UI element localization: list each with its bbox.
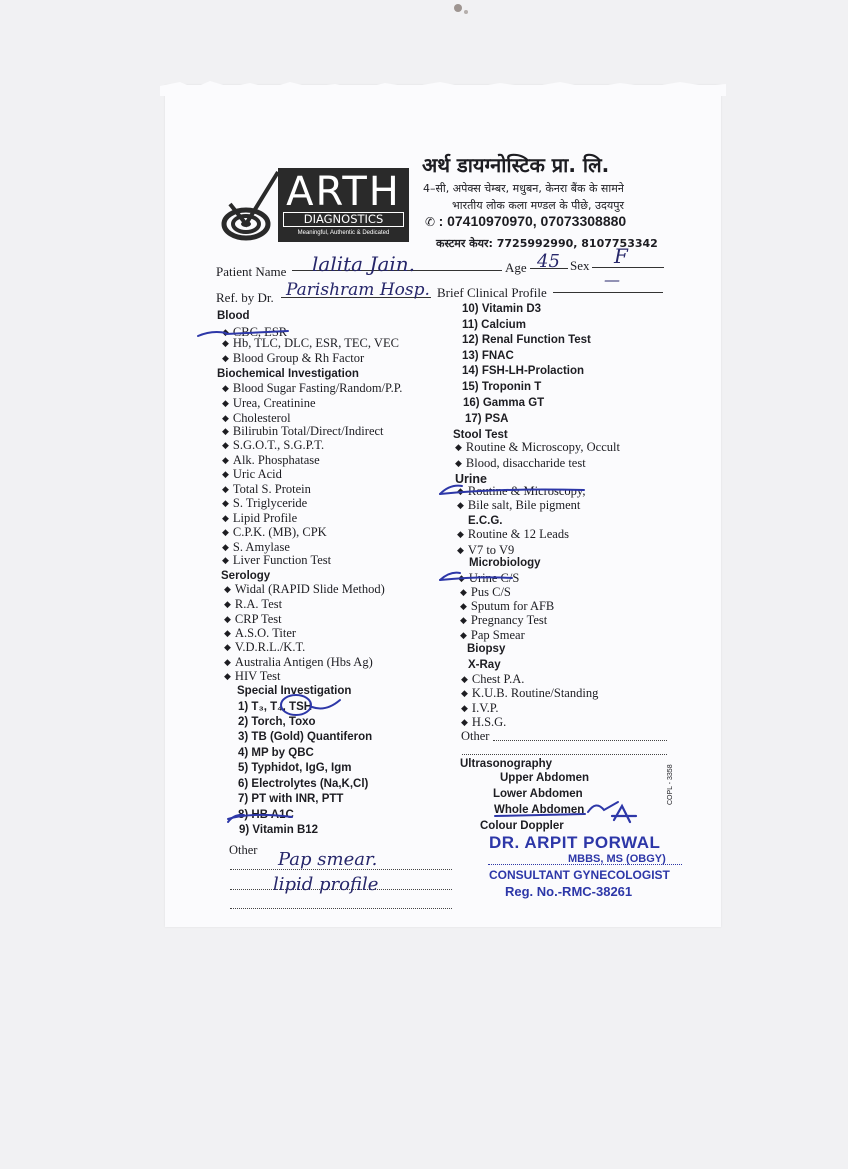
biochem-item: ◆ Urea, Creatinine: [222, 396, 316, 410]
special-item: 1) T₃, T₄, TSH: [238, 701, 313, 713]
special-item: 2) Torch, Toxo: [238, 716, 316, 728]
logo-word: ARTH: [286, 169, 401, 215]
biochem-item: ◆ Blood Sugar Fasting/Random/P.P.: [222, 381, 403, 395]
serology-item: ◆ A.S.O. Titer: [224, 626, 297, 640]
biochem-item: ◆ S. Triglyceride: [222, 496, 308, 510]
special-item: 8) HB A1C: [238, 809, 294, 821]
special-item: 4) MP by QBC: [238, 747, 314, 759]
lab-phone: : 07410970970, 07073308880: [438, 213, 627, 229]
xray-item: ◆ Chest P.A.: [461, 672, 525, 686]
ecg-heading: E.C.G.: [468, 515, 503, 527]
xray-item: ◆ I.V.P.: [461, 701, 499, 715]
stool-test-heading: Stool Test: [453, 429, 508, 441]
biochem-item: ◆ Uric Acid: [222, 467, 282, 481]
micro-item: ◆ Urine C/S: [458, 571, 520, 585]
urine-item: ◆ Bile salt, Bile pigment: [457, 498, 581, 512]
patient-name-value: lalita Jain.: [312, 252, 416, 276]
usg-item: Colour Doppler: [480, 820, 564, 832]
lab-name-hindi: अर्थ डायग्नोस्टिक प्रा. लि.: [422, 153, 610, 177]
special-investigation-heading: Special Investigation: [237, 685, 352, 697]
usg-item: Upper Abdomen: [500, 772, 590, 784]
xray-item: ◆ H.S.G.: [461, 715, 507, 729]
special-item-cont: 10) Vitamin D3: [462, 303, 542, 315]
usg-item: Lower Abdomen: [493, 788, 583, 800]
special-item-cont: 17) PSA: [465, 413, 509, 425]
biochem-item: ◆ S. Amylase: [222, 540, 290, 554]
biopsy-heading: Biopsy: [467, 643, 506, 655]
micro-item: ◆ Pap Smear: [460, 628, 525, 642]
lab-address-line2: भारतीय लोक कला मण्डल के पीछे, उदयपुर: [452, 199, 624, 212]
biochem-item: ◆ Bilirubin Total/Direct/Indirect: [222, 424, 384, 438]
sex-label: Sex: [570, 258, 590, 273]
ultrasonography-heading: Ultrasonography: [460, 758, 553, 770]
biochem-item: ◆ S.G.O.T., S.G.P.T.: [222, 438, 325, 452]
referred-by-label: Ref. by Dr.: [216, 290, 274, 305]
other-label-right: Other: [461, 729, 490, 743]
patient-name-label: Patient Name: [216, 264, 287, 279]
special-item: 6) Electrolytes (Na,K,Cl): [238, 778, 369, 790]
doctor-title-stamp: CONSULTANT GYNECOLOGIST: [489, 868, 670, 882]
biochem-item: ◆ Lipid Profile: [222, 511, 298, 525]
logo-tagline: Meaningful, Authentic & Dedicated: [297, 230, 390, 236]
serology-item: ◆ Australia Antigen (Hbs Ag): [224, 655, 373, 669]
serology-item: ◆ CRP Test: [224, 612, 282, 626]
other-note: lipid profile: [273, 874, 379, 895]
stool-item: ◆ Blood, disaccharide test: [455, 456, 586, 470]
lab-customer-care: कस्टमर केयर: 7725992990, 8107753342: [436, 237, 658, 250]
usg-item: Whole Abdomen: [494, 804, 585, 816]
serology-item: ◆ HIV Test: [224, 669, 281, 683]
blood-heading: Blood: [217, 310, 250, 322]
special-item-cont: 12) Renal Function Test: [462, 334, 591, 346]
clinical-profile-label: Brief Clinical Profile: [437, 285, 547, 300]
micro-item: ◆ Pregnancy Test: [460, 613, 548, 627]
special-item: 5) Typhidot, IgG, Igm: [238, 762, 352, 774]
special-item-cont: 13) FNAC: [462, 350, 514, 362]
biochem-item: ◆ C.P.K. (MB), CPK: [222, 525, 327, 539]
logo-subtitle: DIAGNOSTICS: [283, 212, 404, 227]
serology-item: ◆ R.A. Test: [224, 597, 283, 611]
doctor-name-stamp: DR. ARPIT PORWAL: [489, 833, 661, 852]
ecg-item: ◆ Routine & 12 Leads: [457, 527, 569, 541]
referred-by-value: Parishram Hosp.: [286, 280, 430, 300]
biochem-item: ◆ Cholesterol: [222, 411, 291, 425]
ecg-item: ◆ V7 to V9: [457, 543, 515, 557]
xray-heading: X-Ray: [468, 659, 501, 671]
sex-value: F: [614, 244, 628, 268]
form-code: COPL - 3358: [667, 764, 674, 805]
serology-item: ◆ V.D.R.L./K.T.: [224, 640, 306, 654]
blood-item: ◆ Blood Group & Rh Factor: [222, 351, 365, 365]
blood-item: ◆ CBC, ESR: [222, 325, 288, 339]
special-item: 3) TB (Gold) Quantiferon: [238, 731, 373, 743]
biochem-item: ◆ Alk. Phosphatase: [222, 453, 320, 467]
age-label: Age: [505, 260, 527, 275]
blood-item: ◆ Hb, TLC, DLC, ESR, TEC, VEC: [222, 336, 399, 350]
doctor-degree-stamp: MBBS, MS (OBGY): [568, 853, 666, 865]
other-label-left: Other: [229, 843, 258, 857]
micro-item: ◆ Pus C/S: [460, 585, 511, 599]
serology-heading: Serology: [221, 570, 271, 582]
biochem-item: ◆ Liver Function Test: [222, 553, 332, 567]
special-item-cont: 11) Calcium: [462, 319, 526, 331]
xray-item: ◆ K.U.B. Routine/Standing: [461, 686, 599, 700]
biochemical-heading: Biochemical Investigation: [217, 368, 359, 380]
doctor-reg-stamp: Reg. No.-RMC-38261: [505, 884, 633, 899]
special-item-cont: 14) FSH-LH-Prolaction: [462, 365, 585, 377]
lab-address-line1: 4–सी, अपेक्स चेम्बर, मधुबन, केनरा बैंक के सामने: [423, 182, 624, 195]
special-item: 9) Vitamin B12: [239, 824, 319, 836]
serology-item: ◆ Widal (RAPID Slide Method): [224, 582, 385, 596]
micro-item: ◆ Sputum for AFB: [460, 599, 555, 613]
age-value: 45: [537, 251, 560, 272]
other-note: Pap smear.: [278, 849, 378, 870]
urine-heading: Urine: [455, 472, 487, 486]
special-item-cont: 15) Troponin T: [462, 381, 542, 393]
special-item-cont: 16) Gamma GT: [463, 397, 545, 409]
clinical-profile-value: —: [604, 270, 620, 289]
special-item: 7) PT with INR, PTT: [238, 793, 344, 805]
stool-item: ◆ Routine & Microscopy, Occult: [455, 440, 620, 454]
biochem-item: ◆ Total S. Protein: [222, 482, 311, 496]
phone-icon: ✆: [425, 215, 436, 229]
urine-item: ◆ Routine & Microscopy,: [457, 484, 586, 498]
microbiology-heading: Microbiology: [469, 557, 541, 569]
